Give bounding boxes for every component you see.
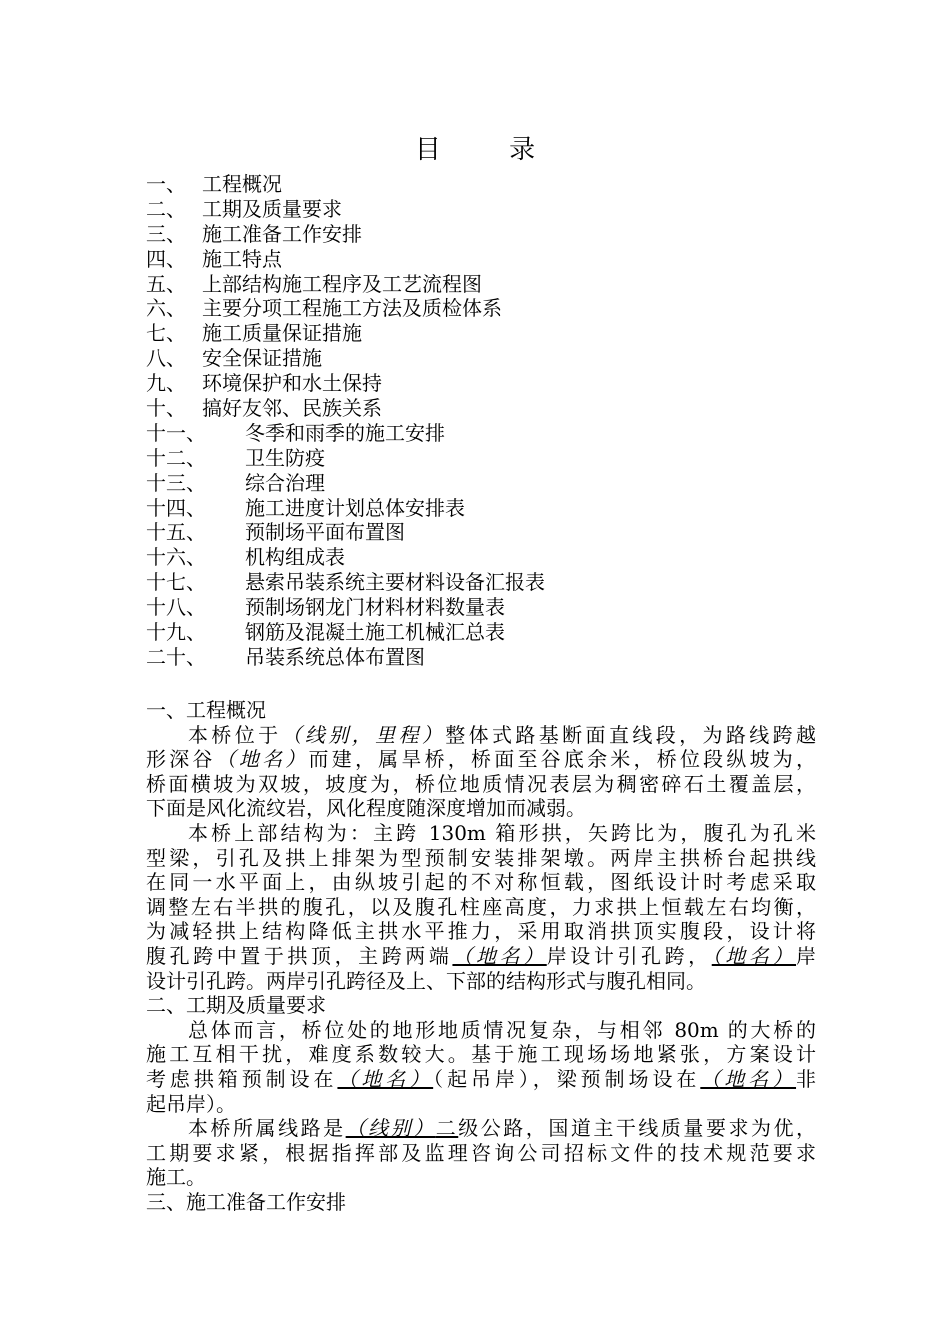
toc-title: 吊装系统总体布置图 bbox=[245, 644, 425, 669]
text-line: 桥面横坡为双坡，坡度为，桥位地质情况表层为稠密碎石土覆盖层， bbox=[146, 771, 816, 796]
text-run: 而建，属旱桥，桥面至谷底余米，桥位段纵坡为， bbox=[308, 747, 817, 772]
toc-number: 十、 bbox=[146, 396, 186, 421]
section-heading: 二、工期及质量要求 bbox=[146, 993, 326, 1018]
toc-title: 施工质量保证措施 bbox=[202, 321, 362, 346]
text-line: 调整左右半拱的腹孔，以及腹孔柱座高度，力求拱上恒载左右均衡， bbox=[146, 894, 816, 919]
toc-number: 十五、 bbox=[146, 520, 206, 545]
toc-number: 十七、 bbox=[146, 570, 206, 595]
text-line bbox=[146, 1116, 816, 1141]
text-run: 岸 bbox=[796, 943, 817, 968]
toc-number: 八、 bbox=[146, 346, 186, 371]
text-run: 级公路，国道主干线质量要求为优， bbox=[458, 1116, 817, 1141]
text-run: 岸设计引孔跨， bbox=[546, 943, 712, 968]
toc-title: 钢筋及混凝土施工机械汇总表 bbox=[245, 620, 505, 645]
toc-title: 卫生防疫 bbox=[245, 445, 325, 470]
toc-item bbox=[146, 520, 826, 545]
toc-title: 施工准备工作安排 bbox=[202, 221, 362, 246]
text-line: 下面是风化流纹岩，风化程度随深度增加而减弱。 bbox=[146, 796, 586, 821]
text-run: 二 bbox=[435, 1116, 459, 1141]
toc-item bbox=[146, 545, 826, 570]
text-run: 本桥位于 bbox=[188, 722, 282, 747]
toc-number: 十八、 bbox=[146, 595, 206, 620]
toc-number: 五、 bbox=[146, 271, 186, 296]
toc-title: 工程概况 bbox=[202, 172, 282, 196]
toc-item bbox=[146, 396, 826, 421]
text-line: 设计引孔跨。两岸引孔跨径及上、下部的结构形式与腹孔相同。 bbox=[146, 968, 706, 993]
text-line bbox=[146, 747, 816, 772]
toc-item bbox=[146, 421, 826, 446]
toc-item bbox=[146, 197, 826, 222]
toc-number: 二十、 bbox=[146, 644, 206, 669]
document-body bbox=[146, 698, 816, 1214]
placeholder-text: （地名） bbox=[700, 1066, 797, 1091]
toc-number: 二、 bbox=[146, 196, 186, 221]
text-line: 为减轻拱上结构降低主拱水平推力，采用取消拱顶实腹段，设计将 bbox=[146, 919, 816, 944]
toc-number: 四、 bbox=[146, 246, 186, 271]
section-heading: 三、施工准备工作安排 bbox=[146, 1189, 346, 1214]
toc-item bbox=[146, 296, 826, 321]
text-line: 总体而言，桥位处的地形地质情况复杂，与相邻 80m 的大桥的 bbox=[188, 1017, 816, 1042]
text-line: 型梁，引孔及拱上排架为型预制安装排架墩。两岸主拱桥台起拱线 bbox=[146, 845, 816, 870]
toc-title: 主要分项工程施工方法及质检体系 bbox=[202, 296, 502, 321]
toc-item bbox=[146, 471, 826, 496]
toc-title: 预制场钢龙门材料材料数量表 bbox=[245, 595, 505, 620]
toc-title: 综合治理 bbox=[245, 470, 325, 495]
toc-item bbox=[146, 595, 826, 620]
placeholder-text: （线别，里程） bbox=[281, 722, 446, 747]
toc-number: 十九、 bbox=[146, 620, 206, 645]
text-line: 在同一水平面上，由纵坡引起的不对称恒载，图纸设计时考虑采取 bbox=[146, 870, 816, 895]
text-line: 本桥上部结构为：主跨 130m 箱形拱，矢跨比为，腹孔为孔米 bbox=[188, 820, 816, 845]
toc-title: 工期及质量要求 bbox=[202, 196, 342, 221]
toc-item bbox=[146, 346, 826, 371]
toc-number: 十一、 bbox=[146, 420, 206, 445]
text-run: 腹孔跨中置于拱顶，主跨两端 bbox=[146, 943, 453, 968]
table-of-contents bbox=[146, 172, 826, 670]
toc-title: 安全保证措施 bbox=[202, 346, 322, 371]
toc-title: 机构组成表 bbox=[245, 545, 345, 570]
text-line bbox=[146, 723, 816, 748]
text-run: 形深谷 bbox=[146, 747, 216, 772]
page-title: 目 录 bbox=[414, 135, 566, 165]
toc-item bbox=[146, 172, 826, 197]
toc-title: 上部结构施工程序及工艺流程图 bbox=[202, 271, 482, 296]
toc-title: 悬索吊装系统主要材料设备汇报表 bbox=[245, 570, 545, 595]
toc-number: 九、 bbox=[146, 371, 186, 396]
paragraph bbox=[146, 1018, 816, 1116]
placeholder-text: （线别） bbox=[345, 1116, 436, 1141]
toc-number: 七、 bbox=[146, 321, 186, 346]
placeholder-text: （地名） bbox=[337, 1066, 434, 1091]
text-run: 非 bbox=[796, 1066, 817, 1091]
toc-title: 施工特点 bbox=[202, 246, 282, 271]
placeholder-text: （地名） bbox=[452, 943, 547, 968]
toc-number: 六、 bbox=[146, 296, 186, 321]
paragraph bbox=[146, 821, 816, 993]
toc-item bbox=[146, 321, 826, 346]
toc-title: 搞好友邻、民族关系 bbox=[202, 396, 382, 421]
placeholder-text: （地名） bbox=[215, 747, 309, 772]
text-line bbox=[146, 944, 816, 969]
paragraph bbox=[146, 1116, 816, 1190]
toc-item bbox=[146, 496, 826, 521]
toc-item bbox=[146, 620, 826, 645]
toc-title: 预制场平面布置图 bbox=[245, 520, 405, 545]
toc-item bbox=[146, 272, 826, 297]
toc-item bbox=[146, 222, 826, 247]
toc-title: 冬季和雨季的施工安排 bbox=[245, 420, 445, 445]
section-heading: 一、工程概况 bbox=[146, 698, 266, 722]
toc-title: 环境保护和水土保持 bbox=[202, 371, 382, 396]
text-line: 施工互相干扰，难度系数较大。基于施工现场场地紧张，方案设计 bbox=[146, 1042, 816, 1067]
placeholder-text: （地名） bbox=[711, 943, 797, 968]
toc-item bbox=[146, 371, 826, 396]
toc-item bbox=[146, 247, 826, 272]
text-run: （起吊岸），梁预制场设在 bbox=[433, 1066, 701, 1091]
toc-number: 十三、 bbox=[146, 470, 206, 495]
toc-number: 十四、 bbox=[146, 495, 206, 520]
text-line bbox=[146, 1067, 816, 1092]
text-line: 工期要求紧，根据指挥部及监理咨询公司招标文件的技术规范要求 bbox=[146, 1140, 816, 1165]
text-run: 考虑拱箱预制设在 bbox=[146, 1066, 338, 1091]
text-run: 本桥所属线路是 bbox=[188, 1116, 346, 1141]
toc-number: 十二、 bbox=[146, 445, 206, 470]
paragraph bbox=[146, 723, 816, 821]
text-run: 整体式路基断面直线段，为路线跨越 bbox=[445, 722, 817, 747]
toc-title: 施工进度计划总体安排表 bbox=[245, 495, 465, 520]
toc-number: 三、 bbox=[146, 221, 186, 246]
toc-item bbox=[146, 645, 826, 670]
toc-number: 一、 bbox=[146, 172, 186, 196]
toc-item bbox=[146, 570, 826, 595]
toc-number: 十六、 bbox=[146, 545, 206, 570]
toc-item bbox=[146, 446, 826, 471]
text-line: 施工。 bbox=[146, 1165, 206, 1190]
text-line: 起吊岸）。 bbox=[146, 1091, 236, 1116]
